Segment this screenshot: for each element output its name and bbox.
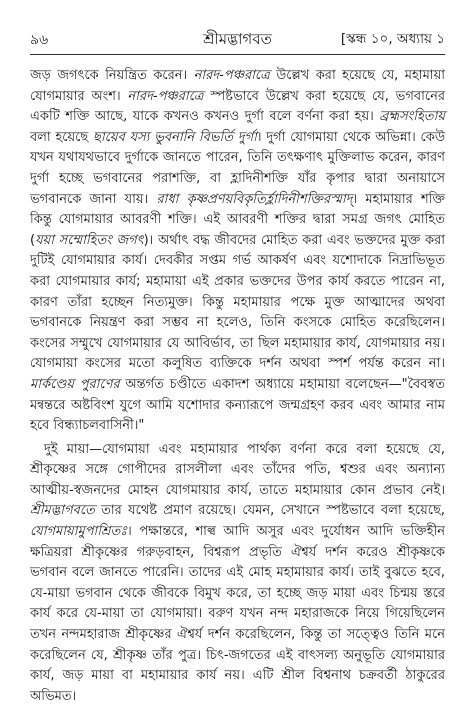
- italic-citation: শ্রীমদ্ভাগবতে: [30, 503, 95, 519]
- text-segment: স্পষ্টভাবে উল্লেখ করা হয়েছে যে, ভগবানের একটি শক্তি আছে, যাকে কখনও কখনও দুর্গা বলে বর্ণনা করা হয়।: [30, 88, 445, 125]
- italic-citation: নারদ-পঞ্চরাত্রে: [193, 68, 270, 83]
- paragraph: [30, 440, 445, 707]
- running-header: [30, 26, 445, 55]
- text-segment: । মহামায়ার শক্তি কিন্তু যোগমায়ার আবরণী শক্তি। এই আবরণী শক্তির দ্বারা সমগ্র জগৎ মোহিত (: [30, 191, 445, 248]
- paragraph: [30, 66, 445, 437]
- book-title: শ্রীমদ্ভাগবত: [203, 30, 272, 48]
- italic-citation: নারদ-পঞ্চরাত্রে: [127, 88, 204, 104]
- page-body-text: [30, 66, 445, 707]
- text-segment: উল্লেখ করা হয়েছে যে, মহামায়া যোগমায়ার অংশ।: [30, 68, 445, 104]
- italic-citation: যোগমায়ামুপাশ্রিতঃ: [30, 524, 128, 540]
- text-segment: অন্তর্গত চণ্ডীতে একাদশ অধ্যায়ে মহামায়া বলেছেন—"বৈবস্বত মন্বন্তরে অষ্টবিংশ যুগে আমি যশোদার কন্যারূপে জন্মগ্রহণ করব এবং আমার নাম হবে বিন্ধ্যাচলবাসিনী।": [30, 376, 445, 434]
- italic-citation: মার্কণ্ডেয় পুরাণের: [30, 376, 120, 392]
- italic-citation: রাধা কৃষ্ণপ্রণয়বিকৃতির্হ্লাদিনীশক্তিরস্মাদ্: [156, 191, 353, 207]
- text-segment: দুই মায়া—যোগমায়া এবং মহামায়ার পার্থক্য বর্ণনা করে বলা হয়েছে যে, শ্রীকৃষ্ণের সঙ্গে গোপীদের রাসলীলা এবং তাঁদের পতি, শ্বশুর এবং অন্যান্য আত্মীয়-স্বজনদের মোহন যোগমায়ার কার্য, তাতে মহামায়ার কোন প্রভাব নেই।: [30, 441, 445, 498]
- text-segment: । দুর্গা যোগমায়া থেকে অভিন্না। কেউ যখন যথাযথভাবে দুর্গাকে জানতে পারেন, তিনি তৎক্ষণাৎ মুক্তিলাভ করেন, কারণ দুর্গা হচ্ছে ভগবানের পরাশক্তি, বা হ্লাদিনীশক্তি যাঁর কৃপার দ্বারা অনায়াসে ভগবানকে জানা যায়।: [30, 129, 445, 207]
- text-segment: )। অর্থাৎ বদ্ধ জীবদের মোহিত করা এবং ভক্তদের মুক্ত করা দুটিই যোগমায়ার কার্য। দেবকীর সপ্তম গর্ভ আকর্ষণ এবং যশোদাকে নিদ্রাভিভূত করা যোগমায়ার কার্য; মহামায়া এই প্রকার ভক্তদের উপর কার্য করতে পারেন না, কারণ তাঁরা হচ্ছেন নিত্যমুক্ত। কিন্তু মহামায়ার পক্ষে মুক্ত আত্মাদের অথবা ভগবানকে নিয়ন্ত্রণ করা সম্ভব না হলেও, তিনি কংসকে মোহিত করেছিলেন। কংসের সম্মুখে যোগমায়ার যে আবির্ভাব, তা ছিল মহামায়ার কার্য, যোগমায়ার নয়। যোগমায়া কংসের মতো কলুষিত ব্যক্তিকে দর্শন অথবা স্পর্শ পর্যন্ত করেন না।: [30, 232, 445, 372]
- section-reference: [স্কন্ধ ১০, অধ্যায় ১: [340, 31, 445, 47]
- text-segment: । পক্ষান্তরে, শাল্ব আদি অসুর এবং দুর্যোধন আদি ভক্তিহীন ক্ষত্রিয়রা শ্রীকৃষ্ণের গরুড়বাহন, বিশ্বরূপ প্রভৃতি ঐশ্বর্য দর্শন করেও শ্রীকৃষ্ণকে ভগবান বলে জানতে পারেনি। তাদের এই মোহ মহামায়ার কার্য। তাই বুঝতে হবে, যে-মায়া ভগবান থেকে জীবকে বিমুখ করে, তা হচ্ছে জড় মায়া এবং চিন্ময় স্তরে কার্য করে যে-মায়া তা যোগমায়া। বরুণ যখন নন্দ মহারাজকে নিয়ে গিয়েছিলেন তখন নন্দমহারাজ শ্রীকৃষ্ণের ঐশ্বর্য দর্শন করেছিলেন, কিন্তু তা সত্ত্বেও তিনি মনে করেছিলেন যে, শ্রীকৃষ্ণ তাঁর পুত্র। চিৎ-জগতের এই বাৎসল্য অনুভূতি যোগমায়ার কার্য, জড় মায়া বা মহামায়ার কার্য নয়। এটি শ্রীল বিশ্বনাথ চক্রবর্তী ঠাকুরের অভিমত।: [30, 524, 445, 704]
- italic-citation: ব্রহ্মসংহিতায়: [379, 109, 445, 125]
- page-number: ৯৬: [30, 32, 49, 48]
- italic-citation: ছায়েব যস্য ভুবনানি বিভর্তি দুর্গা: [93, 129, 257, 145]
- italic-citation: যয়া সম্মোহিতং জগৎ: [35, 232, 144, 248]
- text-segment: বলা হয়েছে: [30, 129, 94, 145]
- text-segment: তার যথেষ্ট প্রমাণ রয়েছে। যেমন, সেখানে স্পষ্টভাবে বলা হয়েছে,: [94, 503, 445, 519]
- text-segment: জড় জগৎকে নিয়ন্ত্রিত করেন।: [30, 68, 194, 83]
